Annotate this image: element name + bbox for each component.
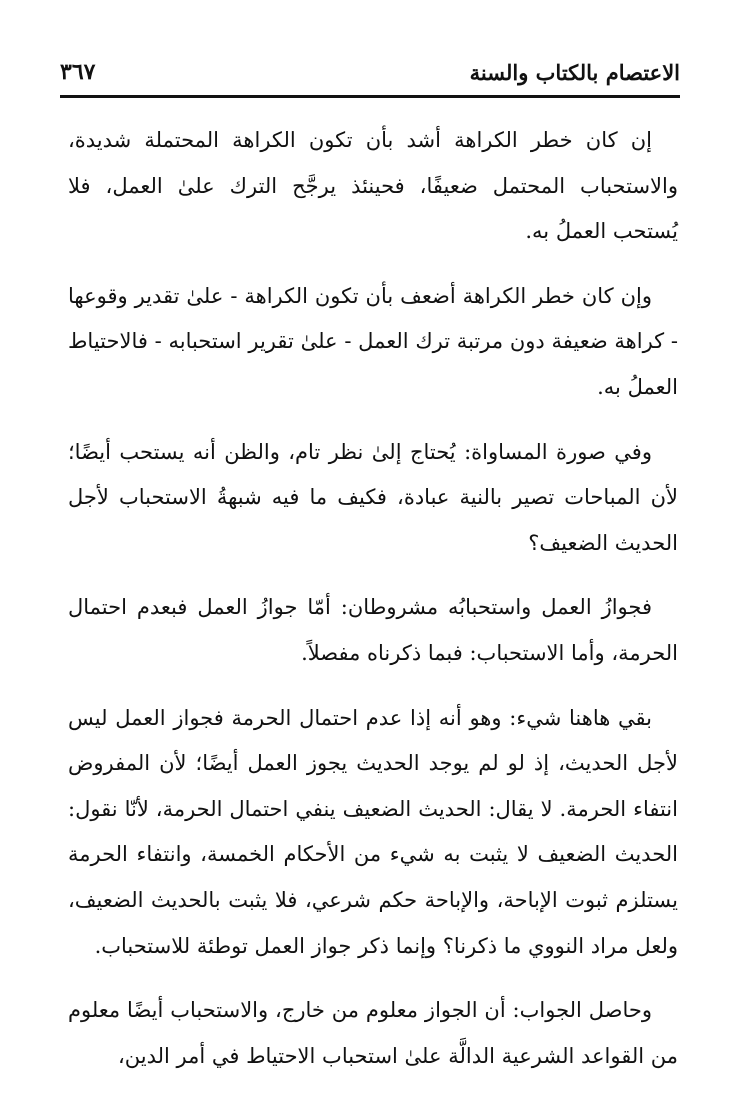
paragraph: بقي هاهنا شيء: وهو أنه إذا عدم احتمال الحرمة فجواز العمل ليس لأجل الحديث، إذ لو لم يوجد الحديث يجوز العمل أيضًا؛ لأن المفروض انتفاء الحرمة. لا يقال: الحديث الضعيف ينفي احتمال الحرمة، لأنّا نقول: الحديث الضعيف لا يثبت به شيء من الأحكام الخمسة، وانتفاء الحرمة يستلزم ثبوت الإباحة، والإباحة حكم شرعي، فلا يثبت بالحديث الضعيف، ولعل مراد النووي ما ذكرنا؟ وإنما ذكر جواز العمل توطئة للاستحباب. [68,705,678,958]
header-rule [60,95,680,98]
running-title: الاعتصام بالكتاب والسنة [469,59,680,85]
page-number: ٣٦٧ [60,59,96,85]
page-header [60,52,680,92]
paragraph: فجوازُ العمل واستحبابُه مشروطان: أمّا جوازُ العمل فبعدم احتمال الحرمة، وأما الاستحباب: فبما ذكرناه مفصلاً. [68,595,678,665]
paragraph: وحاصل الجواب: أن الجواز معلوم من خارج، والاستحباب أيضًا معلوم من القواعد الشرعية الدالَّة علىٰ استحباب الاحتياط في أمر الدين، [68,998,678,1068]
paragraph: وإن كان خطر الكراهة أضعف بأن تكون الكراهة - علىٰ تقدير وقوعها - كراهة ضعيفة دون مرتبة ترك العمل - علىٰ تقرير استحبابه - فالاحتياط العملُ به. [68,283,678,399]
paragraph: وفي صورة المساواة: يُحتاج إلىٰ نظر تام، والظن أنه يستحب أيضًا؛ لأن المباحات تصير بالنية عبادة، فكيف ما فيه شبهةُ الاستحباب لأجل الحديث الضعيف؟ [68,439,678,555]
paragraph: إن كان خطر الكراهة أشد بأن تكون الكراهة المحتملة شديدة، والاستحباب المحتمل ضعيفًا، فحينئذ يرجَّح الترك علىٰ العمل، فلا يُستحب العملُ به. [68,128,678,244]
body-text [68,118,678,1098]
